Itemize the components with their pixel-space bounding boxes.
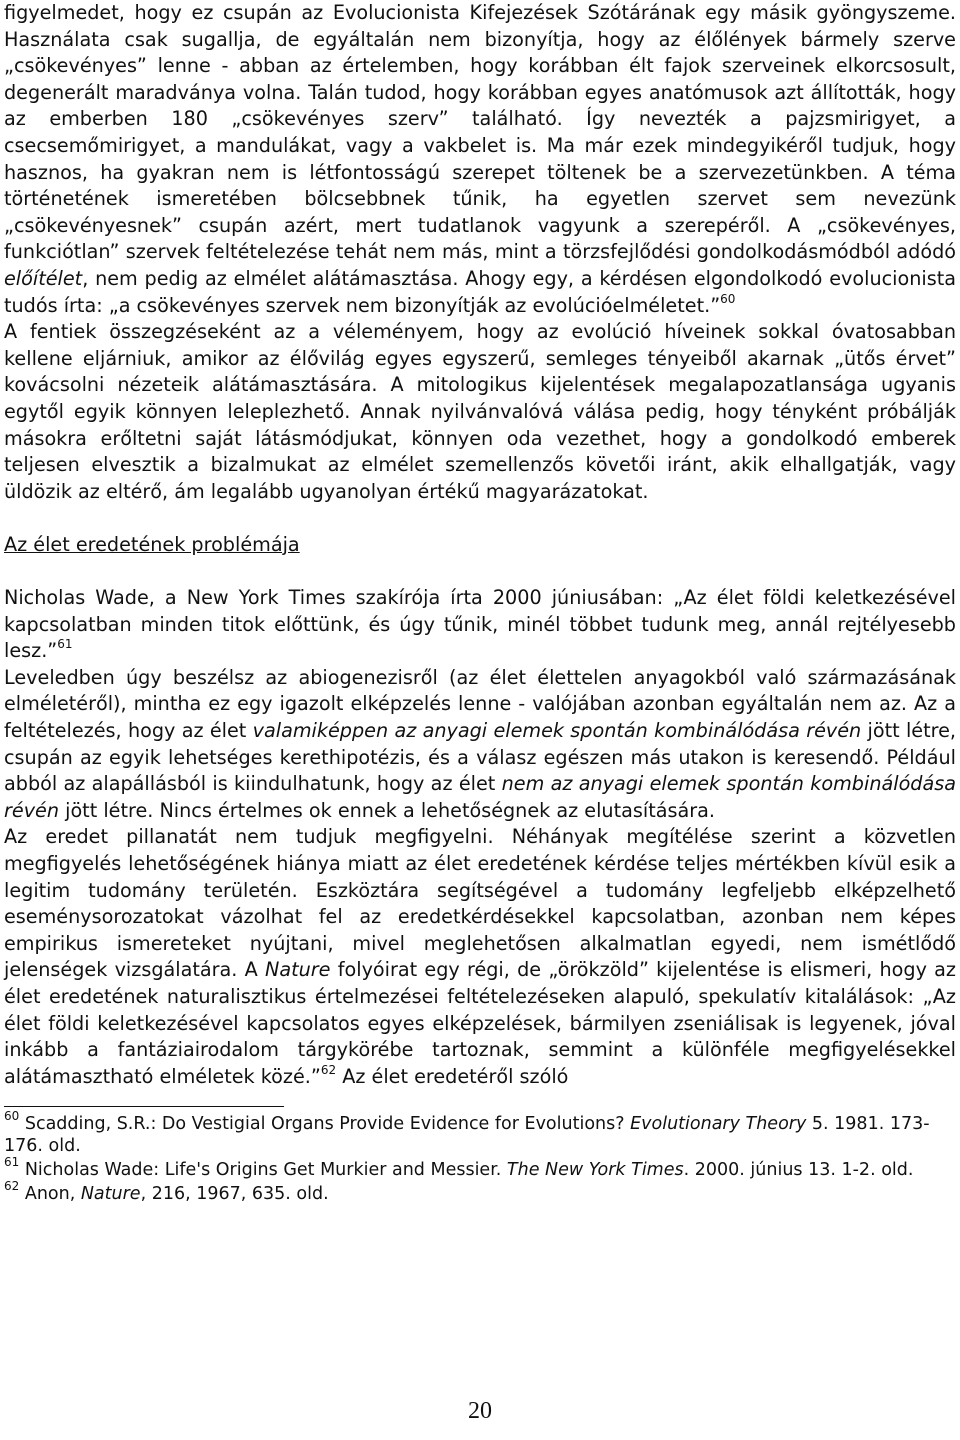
footnote-number: 61	[4, 1155, 20, 1170]
footnote-text: 5. 1981. 173-176. old.	[4, 1114, 930, 1157]
paragraph-text: Leveledben úgy beszélsz az abiogenezisről (az élet élettelen anyagokból való származásának elméletéről), mintha ez egy igazolt elképzelés lenne - valójában azonban egyáltalán nem az. Az a feltételezés, hogy az élet	[4, 665, 956, 743]
paragraph-vestigial-organs	[4, 0, 956, 319]
footnote-ref-61[interactable]: 61	[57, 637, 73, 652]
paragraph-text: Az élet eredetéről szóló	[336, 1064, 569, 1088]
footnote-ref-62[interactable]: 62	[320, 1062, 337, 1077]
footnote-divider	[4, 1106, 284, 1107]
paragraph-wade-quote	[4, 585, 956, 665]
footnote-number: 62	[4, 1179, 20, 1194]
footnote-text: Nicholas Wade: Life's Origins Get Murkier and Messier.	[19, 1160, 507, 1181]
paragraph-text: Nicholas Wade, a New York Times szakírója írta 2000 júniusában: „Az élet földi keletkezésével kapcsolatban minden titok előttünk, és úgy tűnik, minél többet tudunk meg, annál rejtélyesebb lesz.”	[4, 586, 956, 663]
paragraph-summary: A fentiek összegzéseként az a véleményem, hogy az evolúció híveinek sokkal óvatosabban kellene eljárniuk, amikor az élővilág egyes egyszerű, semleges tényeiből akarnak „ütős érvet” kovácsolni nézeteik alátámasztására. A mitologikus kijelentések megalapozatlansága ugyanis egytől egyik könnyen leleplezhető. Annak nyilvánvalóvá válása pedig, hogy tényként próbálják másokra erőltetni saját látásmódjukat, könnyen oda vezethet, hogy a gondolkodó emberek teljesen elvesztik a bizalmukat az elmélet szemellenzős követői iránt, akik elhallgatják, vagy üldözik az eltérő, ám legalább ugyanolyan értékű magyarázatokat.	[4, 320, 956, 503]
footnotes	[4, 1109, 956, 1205]
footnote-61	[4, 1155, 956, 1181]
footnote-italic: Nature	[80, 1184, 141, 1205]
footnote-italic: Evolutionary Theory	[630, 1114, 807, 1135]
footnote-62	[4, 1179, 956, 1205]
footnote-text: Scadding, S.R.: Do Vestigial Organs Provide Evidence for Evolutions?	[19, 1114, 631, 1135]
paragraph-text: jött létre, csupán az egyik lehetséges kerethipotézis, és a válasz egészen más utakon is keresendő. Például abból az alapállásból is kiindulhatunk, hogy az élet	[4, 719, 956, 796]
footnote-ref-60[interactable]: 60	[720, 291, 736, 306]
paragraph-text: folyóirat egy régi, de „örökzöld” kijelentése is elismeri, hogy az élet eredetének naturalisztikus értelmezései feltételezéseken alapuló, spekulatív kitalálások: „Az élet földi keletkezésével kapcsolatos egyes elképzelések, bármilyen zseniálisak is legyenek, jóval inkább a fantáziairodalom tárgykörébe tartoznak, semmint a különféle megfigyelésekkel alátámasztható elméletek közé.”	[4, 958, 956, 1088]
italic-phrase: valamiképpen az anyagi elemek spontán kombinálódása révén	[252, 719, 862, 743]
footnote-text: , 216, 1967, 635. old.	[140, 1184, 329, 1205]
page-number: 20	[468, 1398, 492, 1424]
footnote-number: 60	[4, 1109, 20, 1124]
italic-term: előítélet	[4, 266, 83, 290]
paragraph-text: figyelmedet, hogy ez csupán az Evolucionista Kifejezések Szótárának egy másik gyöngyszeme. Használata csak sugallja, de egyáltalán nem bizonyítja, hogy az élőlények bármely szerve „csökevényes” lenne - abban az értelemben, hogy korábban élt fajok szerveinek elkorcsosult, degenerált maradványa volna. Talán tudod, hogy korábban egyes anatómusok azt állították, hogy az emberben 180 „csökevényes szerv” található. Így nevezték a pajzsmirigyet, a csecsemőmirigyet, a mandulákat, vagy a vakbelet is. Ma már ezek mindegyikéről tudjuk, hogy hasznos, ha gyakran nem is létfontosságú szerepet töltenek be a szervezetünkben. A téma történetének ismeretében bölcsebbnek tűnik, ha egyetlen szervet sem nevezünk „csökevényesnek” csupán azért, mert tudatlanok vagyunk a szerepéről. A „csökevényes, funkciótlan” szervek feltételezése tehát nem más, mint a törzsfejlődési gondolkodásmódból adódó	[4, 1, 956, 264]
footnote-text: . 2000. június 13. 1-2. old.	[683, 1160, 914, 1181]
paragraph-abiogenesis	[4, 665, 956, 825]
section-heading: Az élet eredetének problémája	[4, 532, 300, 556]
italic-journal-name: Nature	[265, 958, 331, 982]
paragraph-text: jött létre. Nincs értelmes ok ennek a lehetőségnek az elutasítására.	[59, 798, 715, 822]
italic-phrase: nem az anyagi elemek spontán kombinálódása révén	[4, 772, 956, 822]
footnote-60	[4, 1109, 956, 1157]
footnote-text: Anon,	[19, 1184, 81, 1205]
footnote-italic: The New York Times	[506, 1160, 684, 1181]
paragraph-text: , nem pedig az elmélet alátámasztása. Ahogy egy, a kérdésen elgondolkodó evolucionista tudós írta: „a csökevényes szervek nem bizonyítják az evolúcióelméletet.”	[4, 266, 956, 317]
body-text	[4, 0, 956, 1090]
paragraph-origin-observation	[4, 824, 956, 1090]
paragraph-text: Az eredet pillanatát nem tudjuk megfigyelni. Néhányak megítélése szerint a közvetlen megfigyelés lehetőségének hiánya miatt az élet eredetének kérdése teljes mértékben kívül esik a legitim tudomány területén. Eszköztára segítségével a tudomány legfeljebb elképzelhető eseménysorozatokat vázolhat fel az eredetkérdésekkel kapcsolatban, azonban nem képes empirikus ismereteket nyújtani, mivel meglehetősen alkalmatlan egyedi, nem ismétlődő jelenségek vizsgálatára. A	[4, 825, 956, 982]
